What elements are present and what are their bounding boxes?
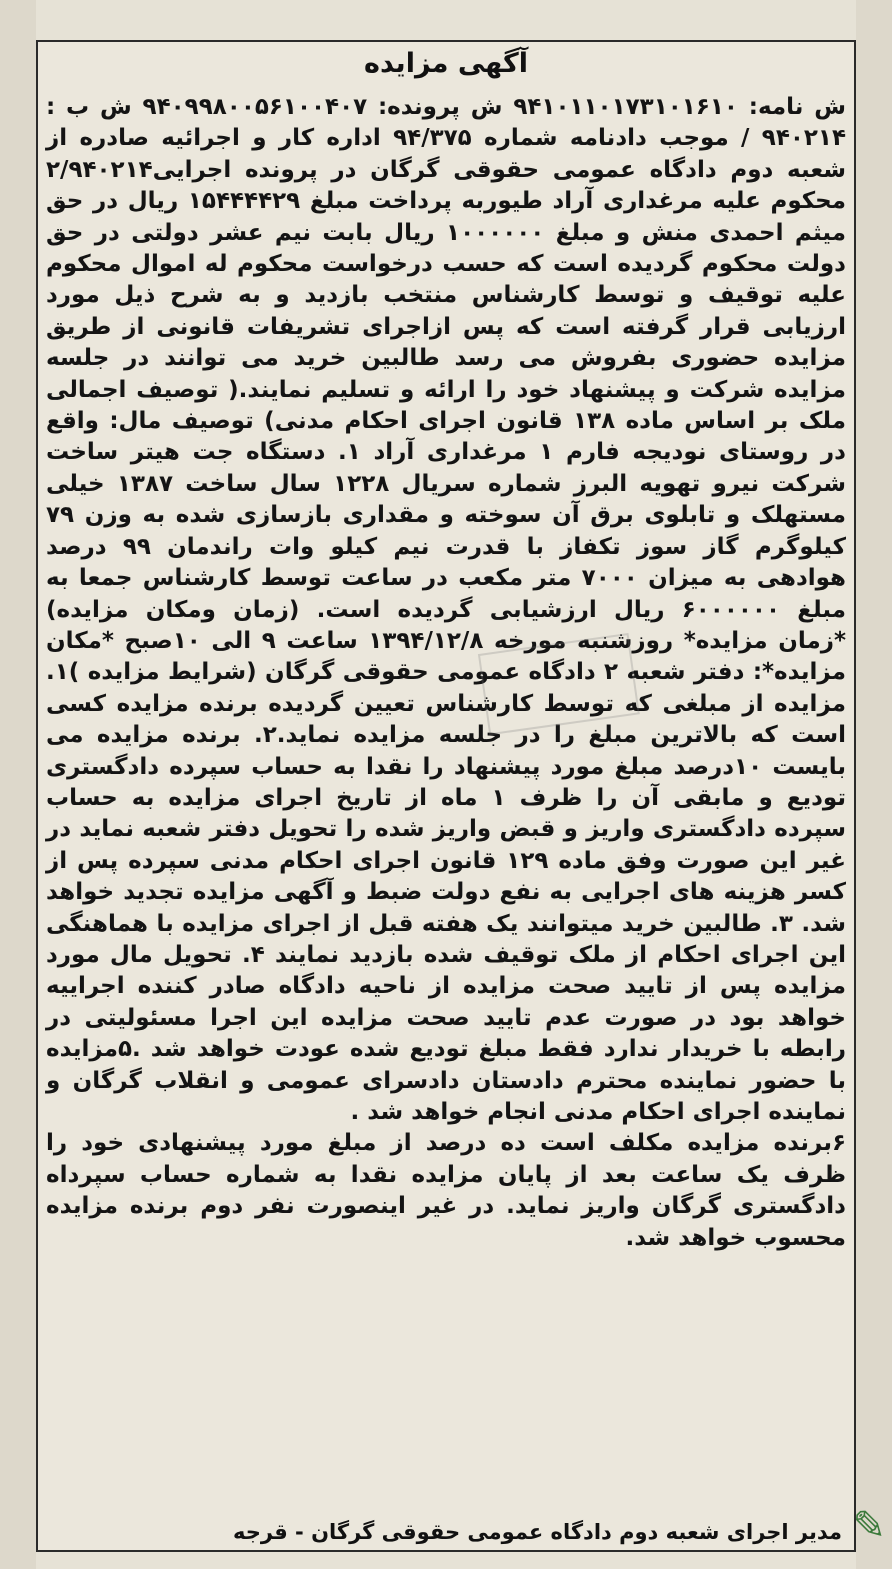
notice-body bbox=[46, 92, 846, 1254]
notice-frame bbox=[36, 40, 856, 1552]
notice-title: آگهی مزایده bbox=[364, 48, 528, 79]
notice-signature: مدیر اجرای شعبه دوم دادگاه عمومی حقوقی گرگان - قرجه bbox=[233, 1520, 842, 1544]
notice-main-paragraph: ش نامه: ۹۴۱۰۱۱۰۱۷۳۱۰۱۶۱۰ ش پرونده: ۹۴۰۹۹۸۰۰۵۶۱۰۰۴۰۷ ش ب : ۹۴۰۲۱۴ / موجب دادنامه شماره ۹۴/۳۷۵ اداره کار و اجرائیه صادره از شعبه دوم دادگاه عمومی حقوقی گرگان در پرونده اجرایی۲/۹۴۰۲۱۴ محکوم علیه مرغداری آراد طیوربه پرداخت مبلغ ۱۵۴۴۴۴۲۹ ریال در حق میثم احمدی منش و مبلغ ۱۰۰۰۰۰۰ ریال بابت نیم عشر دولتی در حق دولت محکوم گردیده است که حسب درخواست محکوم له اموال محکوم علیه توقیف و توسط کارشناس منتخب بازدید و به شرح ذیل مورد ارزیابی قرار گرفته است که پس ازاجرای تشریفات قانونی از طریق مزایده حضوری بفروش می رسد طالبین خرید می توانند در جلسه مزایده شرکت و پیشنهاد خود را ارائه و تسلیم نمایند.( توصیف اجمالی ملک بر اساس ماده ۱۳۸ قانون اجرای احکام مدنی) توصیف مال: واقع در روستای نودیجه فارم ۱ مرغداری آراد ۱. دستگاه جت هیتر ساخت شرکت نیرو تهویه البرز شماره سریال ۱۲۲۸ سال ساخت ۱۳۸۷ خیلی مستهلک و تابلوی برق آن سوخته و مقداری بازسازی شده به وزن ۷۹ کیلوگرم گاز سوز تکفاز با قدرت نیم کیلو وات راندمان ۹۹ درصد هوادهی به میزان ۷۰۰۰ متر مکعب در ساعت توسط کارشناس جمعا به مبلغ ۶۰۰۰۰۰۰ ریال ارزشیابی گردیده است. (زمان ومکان مزایده) *زمان مزایده* روزشنبه مورخه ۱۳۹۴/۱۲/۸ ساعت ۹ الی ۱۰صبح *مکان مزایده*: دفتر شعبه ۲ دادگاه عمومی حقوقی گرگان (شرایط مزایده )۱. مزایده از مبلغی که توسط کارشناس تعیین گردیده برنده مزایده کسی است که بالاترین مبلغ را در جلسه مزایده نماید.۲. برنده مزایده می بایست ۱۰درصد مبلغ مورد پیشنهاد را نقدا به حساب سپرده دادگستری تودیع و مابقی آن را ظرف ۱ ماه از تاریخ اجرای مزایده به حساب سپرده دادگستری واریز و قبض واریز شده را تحویل دفتر شعبه نماید در غیر این صورت وفق ماده ۱۲۹ قانون اجرای احکام مدنی سپرده پس از کسر هزینه های اجرایی به نفع دولت ضبط و آگهی مزایده تجدید خواهد شد. ۳. طالبین خرید میتوانند یک هفته قبل از اجرای مزایده با هماهنگی این اجرای احکام از ملک توقیف شده بازدید نمایند ۴. تحویل مال مورد مزایده پس از تایید صحت مزایده از ناحیه دادگاه صادر کننده اجراییه خواهد بود در صورت عدم تایید صحت مزایده این اجرا مسئولیتی در رابطه با خریدار ندارد فقط مبلغ تودیع شده عودت خواهد شد .۵مزایده با حضور نماینده محترم دادستان دادسرای عمومی و انقلاب گرگان و نماینده اجرای احکام مدنی انجام خواهد شد . bbox=[46, 94, 847, 1125]
left-margin bbox=[0, 0, 36, 1569]
right-margin bbox=[856, 0, 892, 1569]
margin-mark-icon: ✎ bbox=[852, 1503, 886, 1549]
notice-condition-six: ۶برنده مزایده مکلف است ده درصد از مبلغ مورد پیشنهادی خود را ظرف یک ساعت بعد از پایان مزایده نقدا به شماره حساب سپرداه دادگستری گرگان واریز نماید. در غیر اینصورت نفر دوم برنده مزایده محسوب خواهد شد. bbox=[46, 1130, 846, 1251]
